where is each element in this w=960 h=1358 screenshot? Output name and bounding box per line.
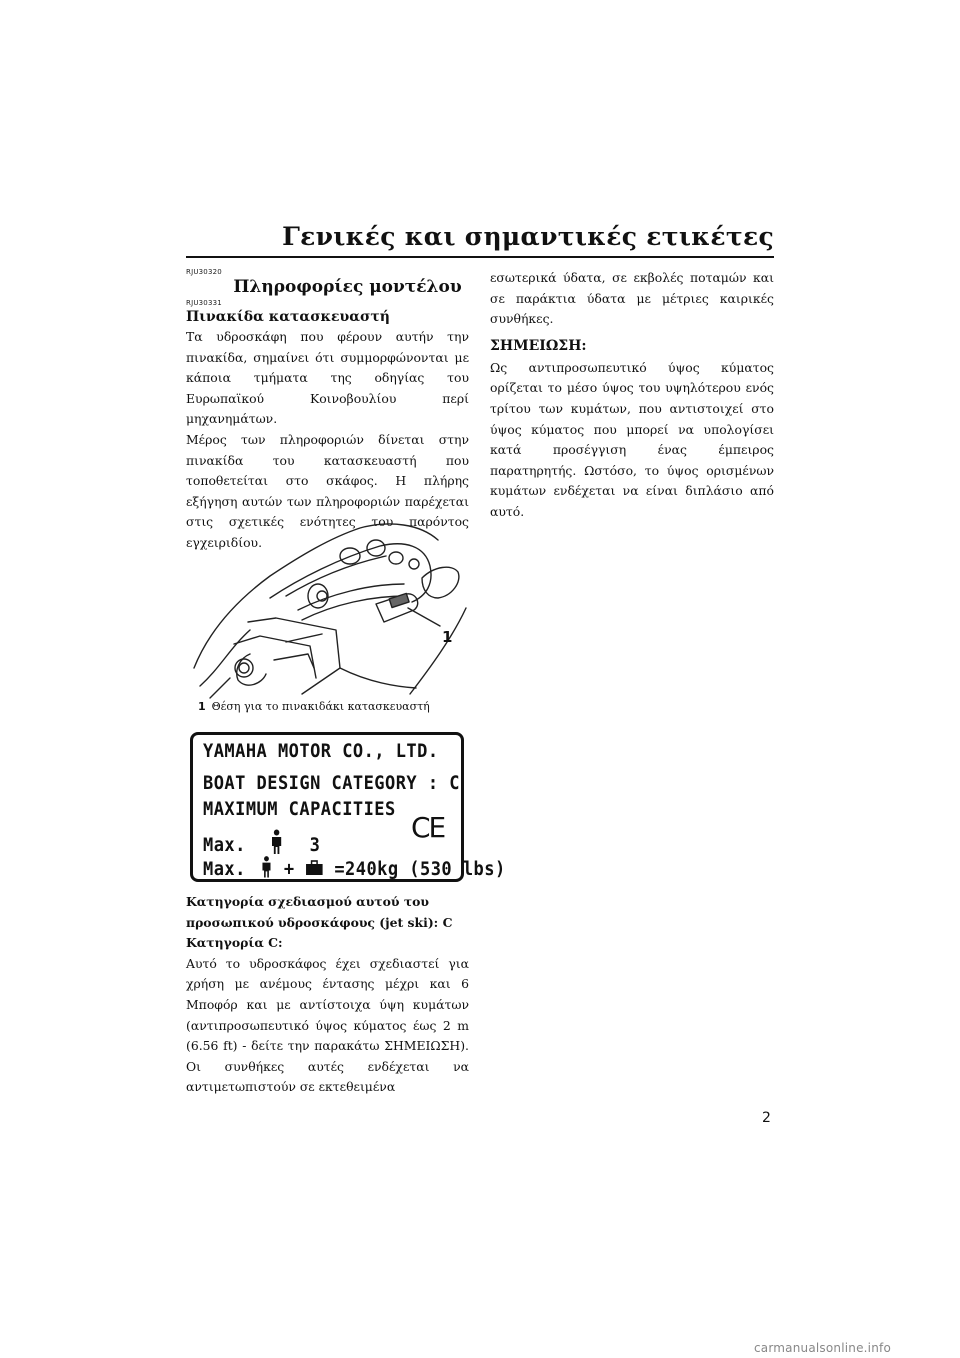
figure-caption [198, 700, 430, 713]
plate-load-row [203, 855, 506, 880]
category-block [186, 892, 469, 1098]
plate-persons-row [203, 829, 320, 856]
plate-manufacturer: YAMAHA MOTOR CO., LTD. [203, 741, 439, 762]
callout-number: 1 [442, 628, 453, 646]
watermark: carmanualsonline.info [754, 1341, 891, 1355]
page-title: Γενικές και σημαντικές ετικέτες [282, 222, 774, 251]
continuation-paragraph: εσωτερικά ύδατα, σε εκβολές ποταμών και σε παράκτια ύδατα με μέτριες καιρικές συνθήκες. [490, 270, 774, 327]
category-paragraph: Αυτό το υδροσκάφος έχει σχεδιαστεί για χρήση με ανέμους έντασης μέχρι και 6 Μποφόρ και με αντίστοιχα ύψη κυμάτων (αντιπροσωπευτικό ύψος κύματος έως 2 m (6.56 ft) - δείτε την παρακάτω ΣΗΜΕΙΩΣΗ). Οι συνθήκες αυτές ενδέχεται να αντιμετωπιστούν σε εκτεθειμένα [186, 955, 469, 1095]
plate-max-label: Max. [203, 835, 246, 856]
section-code: RJU30320 [186, 268, 222, 276]
plate-max-capacities: MAXIMUM CAPACITIES [203, 799, 396, 820]
note-title: ΣΗΜΕΙΩΣΗ: [490, 337, 587, 354]
plate-plus-sign: + [283, 859, 295, 880]
intro-paragraph: Τα υδροσκάφη που φέρουν αυτήν την πινακίδα, σημαίνει ότι συμμορφώνονται με κάποια τμήματα της οδηγίας του Ευρωπαϊκού Κοινοβουλίου περί μηχανημάτων. [186, 329, 469, 427]
caption-number: 1 [198, 700, 206, 713]
plate-load-value: =240kg (530 lbs) [334, 859, 506, 880]
left-column [186, 268, 469, 554]
section-title: Πληροφορίες μοντέλου [233, 277, 462, 297]
plate-max-label-2: Max. [203, 859, 246, 880]
ce-mark: CE [411, 811, 445, 844]
right-column [490, 268, 774, 523]
header-rule [186, 256, 774, 258]
subsection-code: RJU30331 [186, 299, 222, 307]
luggage-icon [305, 860, 323, 876]
manufacturer-plate [190, 732, 506, 882]
plate-design-category: BOAT DESIGN CATEGORY : C [203, 773, 460, 794]
subsection-title: Πινακίδα κατασκευαστή [186, 309, 390, 325]
plate-persons-value: 3 [309, 835, 321, 856]
person-icon [260, 855, 273, 879]
category-heading: Κατηγορία σχεδιασμού αυτού του προσωπικού υδροσκάφους (jet ski): C [186, 894, 453, 930]
caption-text: Θέση για το πινακιδάκι κατασκευαστή [211, 700, 430, 713]
person-icon [269, 829, 284, 855]
page-number: 2 [762, 1110, 771, 1126]
note-paragraph: Ως αντιπροσωπευτικό ύψος κύματος ορίζεται το μέσο ύψος του υψηλότερου ενός τρίτου των κυμάτων, που αντιστοιχεί στο ύψος κύματος που μπορεί να υπολογίσει κατά προσέγγιση ένας έμπειρος παρατηρητής. Ωστόσο, το ύψος ορισμένων κυμάτων ενδέχεται να είναι διπλάσιο από αυτό. [490, 359, 774, 519]
jetski-handlebar-illustration [190, 518, 472, 714]
plate-info-paragraph: Μέρος των πληροφοριών δίνεται στην πινακίδα του κατασκευαστή που τοποθετείται στο σκάφος. Η πλήρης εξήγηση αυτών των πληροφοριών παρέχεται στις σχετικές ενότητες του παρόντος εγχειριδίου. [186, 431, 469, 550]
category-c-heading: Κατηγορία C: [186, 935, 283, 951]
